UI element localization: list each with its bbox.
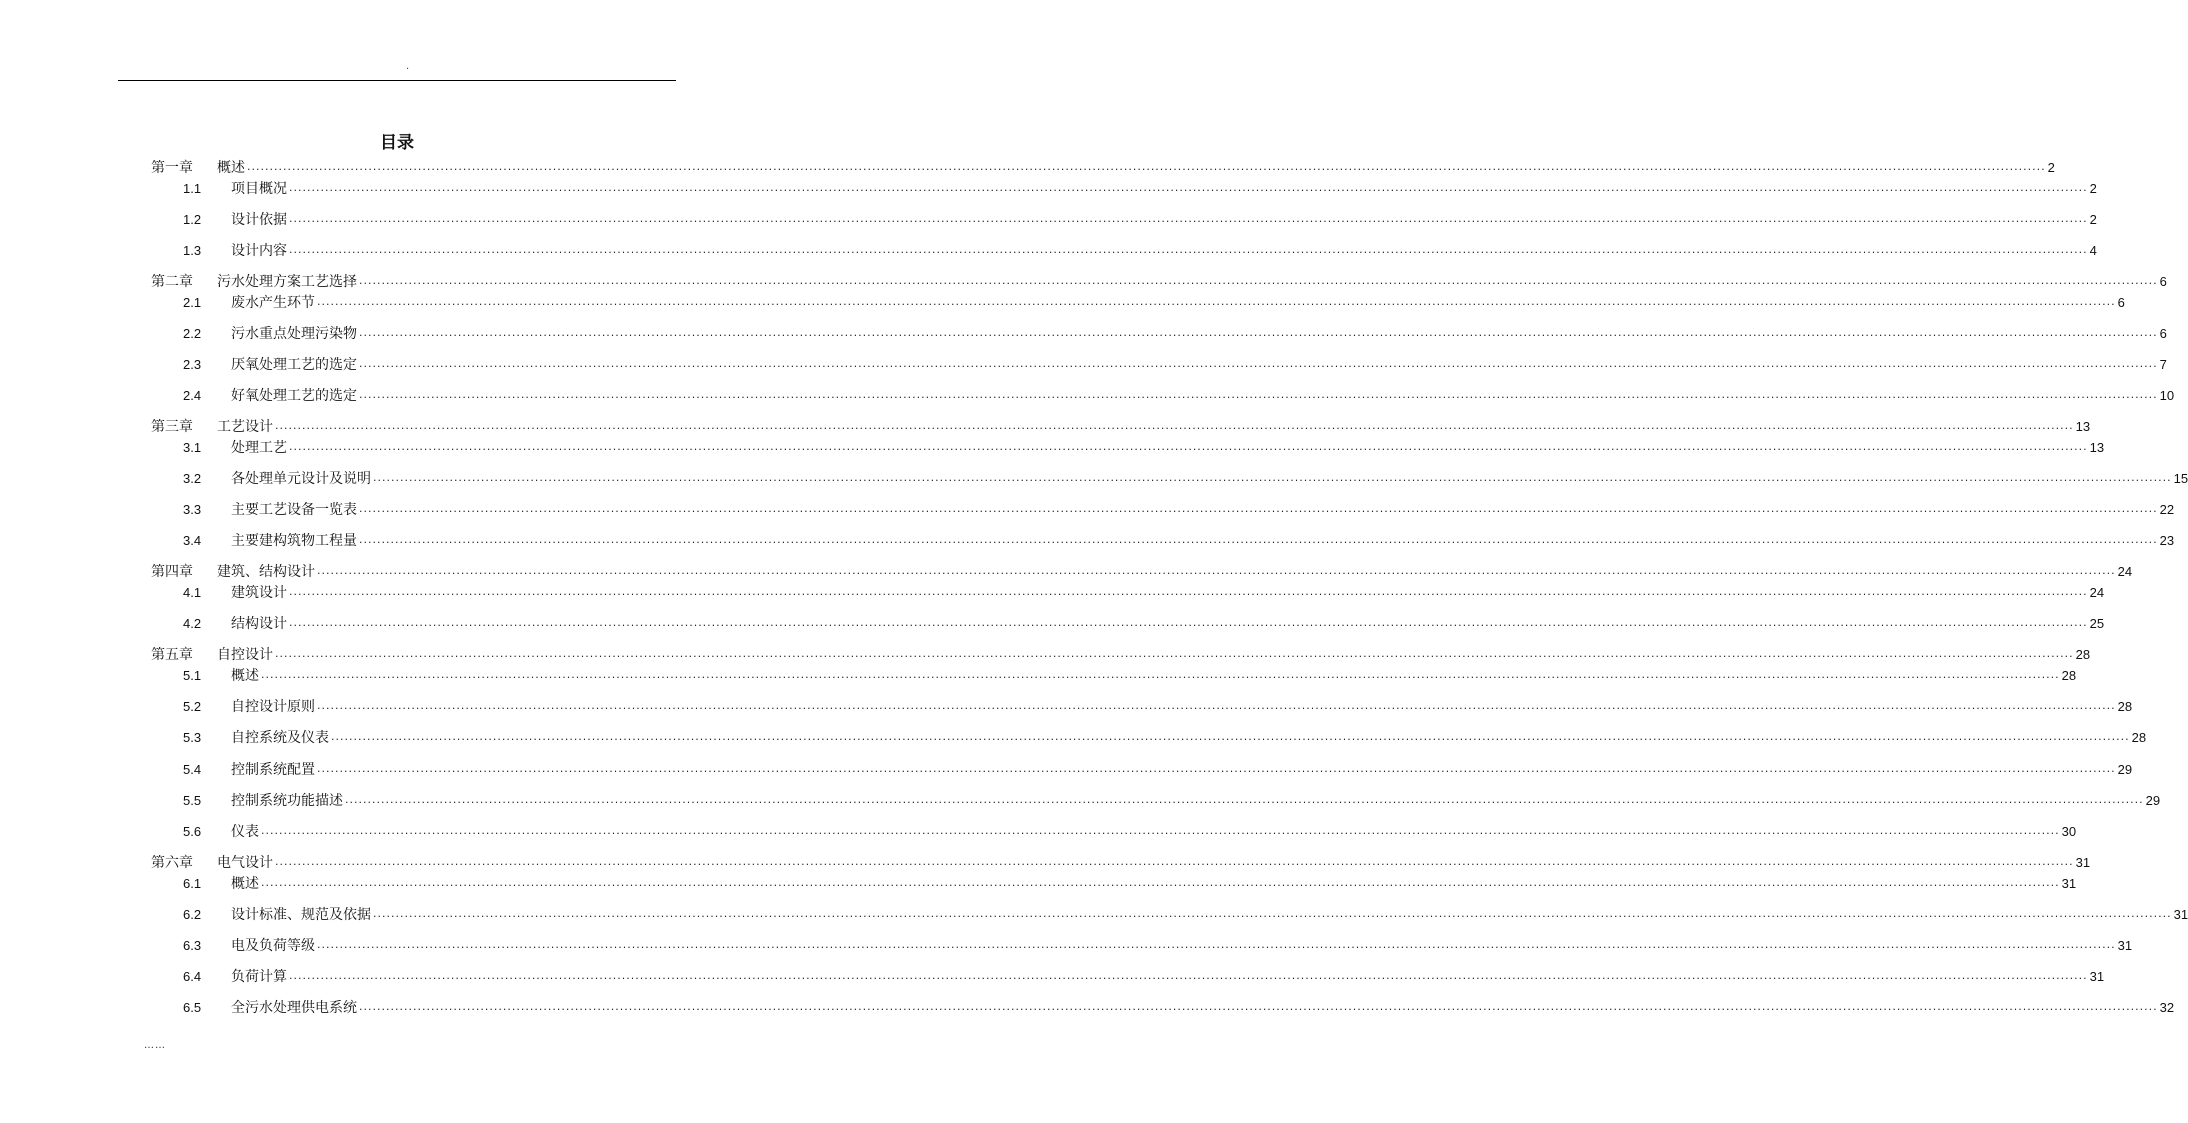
toc-entry-page: 31 xyxy=(2075,855,2091,870)
toc-entry-page: 28 xyxy=(2061,668,2077,683)
toc-dot-leader: ................................................................................................................................................................................................................................................................................................................................................................................................................ xyxy=(289,212,2088,225)
toc-entry-number: 3.1 xyxy=(183,440,202,455)
toc-entry-page: 2 xyxy=(2047,160,2055,175)
toc-section-entry[interactable] xyxy=(183,935,2133,955)
footer-mark: …… xyxy=(144,1040,166,1051)
toc-section-entry[interactable] xyxy=(183,240,2097,260)
toc-entry-number: 2.3 xyxy=(183,357,202,372)
toc-dot-leader: ................................................................................................................................................................................................................................................................................................................................................................................................................ xyxy=(261,668,2060,681)
toc-entry-page: 2 xyxy=(2089,212,2097,227)
toc-entry-number: 2.1 xyxy=(183,295,202,310)
toc-entry-number: 2.2 xyxy=(183,326,202,341)
toc-section-entry[interactable] xyxy=(183,323,2167,343)
toc-section-entry[interactable] xyxy=(183,499,2175,519)
toc-entry-number: 1.1 xyxy=(183,181,202,196)
toc-section-entry[interactable] xyxy=(183,530,2175,550)
toc-entry-label: 工艺设计 xyxy=(217,419,273,435)
toc-dot-leader: ................................................................................................................................................................................................................................................................................................................................................................................................................ xyxy=(261,876,2060,889)
toc-dot-leader: ................................................................................................................................................................................................................................................................................................................................................................................................................ xyxy=(317,564,2116,577)
toc-entry-number: 6.2 xyxy=(183,907,202,922)
toc-dot-leader: ................................................................................................................................................................................................................................................................................................................................................................................................................ xyxy=(359,274,2158,287)
toc-section-entry[interactable] xyxy=(183,178,2097,198)
toc-section-entry[interactable] xyxy=(183,727,2147,747)
toc-entry-page: 24 xyxy=(2089,585,2105,600)
toc-section-entry[interactable] xyxy=(183,613,2105,633)
toc-dot-leader: ................................................................................................................................................................................................................................................................................................................................................................................................................ xyxy=(317,762,2116,775)
toc-entry-label: 好氧处理工艺的选定 xyxy=(231,388,357,404)
toc-chapter-entry[interactable] xyxy=(151,157,2055,177)
toc-entry-page: 4 xyxy=(2089,243,2097,258)
toc-section-entry[interactable] xyxy=(183,665,2077,685)
toc-dot-leader: ................................................................................................................................................................................................................................................................................................................................................................................................................ xyxy=(275,647,2074,660)
header-mark: . xyxy=(406,61,410,72)
toc-entry-page: 28 xyxy=(2131,730,2147,745)
toc-entry-page: 32 xyxy=(2159,1000,2175,1015)
toc-entry-number: 第四章 xyxy=(151,564,193,580)
toc-entry-label: 污水处理方案工艺选择 xyxy=(217,274,357,290)
toc-entry-label: 项目概况 xyxy=(231,181,287,197)
toc-dot-leader: ................................................................................................................................................................................................................................................................................................................................................................................................................ xyxy=(359,388,2158,401)
toc-entry-label: 设计标准、规范及依据 xyxy=(231,907,371,923)
toc-entry-number: 3.2 xyxy=(183,471,202,486)
toc-dot-leader: ................................................................................................................................................................................................................................................................................................................................................................................................................ xyxy=(317,295,2116,308)
toc-entry-label: 主要建构筑物工程量 xyxy=(231,533,357,549)
toc-section-entry[interactable] xyxy=(183,821,2077,841)
toc-entry-number: 3.4 xyxy=(183,533,202,548)
toc-dot-leader: ................................................................................................................................................................................................................................................................................................................................................................................................................ xyxy=(359,357,2158,370)
toc-entry-label: 负荷计算 xyxy=(231,969,287,985)
toc-chapter-entry[interactable] xyxy=(151,271,2167,291)
toc-section-entry[interactable] xyxy=(183,292,2125,312)
toc-section-entry[interactable] xyxy=(183,437,2105,457)
toc-entry-label: 控制系统配置 xyxy=(231,762,315,778)
toc-entry-page: 13 xyxy=(2089,440,2105,455)
toc-entry-label: 概述 xyxy=(231,876,259,892)
toc-section-entry[interactable] xyxy=(183,696,2133,716)
toc-entry-number: 第一章 xyxy=(151,160,193,176)
toc-entry-page: 31 xyxy=(2089,969,2105,984)
toc-entry-number: 5.3 xyxy=(183,730,202,745)
toc-entry-page: 25 xyxy=(2089,616,2105,631)
toc-entry-page: 29 xyxy=(2145,793,2161,808)
toc-chapter-entry[interactable] xyxy=(151,416,2091,436)
toc-dot-leader: ................................................................................................................................................................................................................................................................................................................................................................................................................ xyxy=(275,855,2074,868)
toc-entry-page: 22 xyxy=(2159,502,2175,517)
toc-entry-label: 全污水处理供电系统 xyxy=(231,1000,357,1016)
toc-entry-number: 第六章 xyxy=(151,855,193,871)
toc-entry-label: 污水重点处理污染物 xyxy=(231,326,357,342)
toc-entry-number: 6.5 xyxy=(183,1000,202,1015)
toc-chapter-entry[interactable] xyxy=(151,561,2133,581)
toc-entry-page: 13 xyxy=(2075,419,2091,434)
toc-entry-page: 2 xyxy=(2089,181,2097,196)
toc-entry-label: 电及负荷等级 xyxy=(231,938,315,954)
toc-entry-number: 6.3 xyxy=(183,938,202,953)
toc-entry-number: 1.2 xyxy=(183,212,202,227)
toc-dot-leader: ................................................................................................................................................................................................................................................................................................................................................................................................................ xyxy=(289,585,2088,598)
toc-entry-page: 6 xyxy=(2159,326,2167,341)
toc-section-entry[interactable] xyxy=(183,582,2105,602)
toc-section-entry[interactable] xyxy=(183,759,2133,779)
toc-section-entry[interactable] xyxy=(183,904,2188,924)
toc-entry-number: 5.1 xyxy=(183,668,202,683)
toc-entry-label: 建筑、结构设计 xyxy=(217,564,315,580)
toc-title: 目录 xyxy=(380,133,414,153)
toc-dot-leader: ................................................................................................................................................................................................................................................................................................................................................................................................................ xyxy=(289,969,2088,982)
toc-entry-page: 10 xyxy=(2159,388,2175,403)
toc-entry-label: 自控系统及仪表 xyxy=(231,730,329,746)
toc-entry-page: 31 xyxy=(2061,876,2077,891)
toc-entry-number: 5.4 xyxy=(183,762,202,777)
toc-section-entry[interactable] xyxy=(183,790,2161,810)
toc-entry-label: 仪表 xyxy=(231,824,259,840)
toc-entry-page: 31 xyxy=(2173,907,2188,922)
toc-entry-number: 第五章 xyxy=(151,647,193,663)
toc-dot-leader: ................................................................................................................................................................................................................................................................................................................................................................................................................ xyxy=(373,471,2172,484)
toc-entry-label: 设计内容 xyxy=(231,243,287,259)
toc-entry-number: 5.2 xyxy=(183,699,202,714)
toc-dot-leader: ................................................................................................................................................................................................................................................................................................................................................................................................................ xyxy=(317,699,2116,712)
toc-entry-page: 28 xyxy=(2117,699,2133,714)
toc-entry-number: 6.4 xyxy=(183,969,202,984)
toc-entry-label: 厌氧处理工艺的选定 xyxy=(231,357,357,373)
toc-dot-leader: ................................................................................................................................................................................................................................................................................................................................................................................................................ xyxy=(247,160,2046,173)
toc-chapter-entry[interactable] xyxy=(151,852,2091,872)
toc-entry-page: 6 xyxy=(2117,295,2125,310)
toc-entry-page: 15 xyxy=(2173,471,2188,486)
toc-dot-leader: ................................................................................................................................................................................................................................................................................................................................................................................................................ xyxy=(289,440,2088,453)
toc-dot-leader: ................................................................................................................................................................................................................................................................................................................................................................................................................ xyxy=(317,938,2116,951)
toc-entry-number: 4.2 xyxy=(183,616,202,631)
toc-section-entry[interactable] xyxy=(183,385,2175,405)
toc-entry-number: 1.3 xyxy=(183,243,202,258)
toc-section-entry[interactable] xyxy=(183,354,2167,374)
toc-entry-page: 29 xyxy=(2117,762,2133,777)
toc-entry-number: 5.6 xyxy=(183,824,202,839)
toc-entry-label: 各处理单元设计及说明 xyxy=(231,471,371,487)
toc-entry-number: 2.4 xyxy=(183,388,202,403)
toc-entry-page: 23 xyxy=(2159,533,2175,548)
toc-entry-number: 4.1 xyxy=(183,585,202,600)
toc-entry-label: 设计依据 xyxy=(231,212,287,228)
toc-entry-number: 5.5 xyxy=(183,793,202,808)
toc-dot-leader: ................................................................................................................................................................................................................................................................................................................................................................................................................ xyxy=(373,907,2172,920)
toc-dot-leader: ................................................................................................................................................................................................................................................................................................................................................................................................................ xyxy=(331,730,2130,743)
toc-entry-label: 控制系统功能描述 xyxy=(231,793,343,809)
toc-dot-leader: ................................................................................................................................................................................................................................................................................................................................................................................................................ xyxy=(345,793,2144,806)
toc-section-entry[interactable] xyxy=(183,873,2077,893)
toc-entry-label: 电气设计 xyxy=(217,855,273,871)
toc-entry-number: 第三章 xyxy=(151,419,193,435)
toc-entry-label: 自控设计 xyxy=(217,647,273,663)
toc-entry-page: 24 xyxy=(2117,564,2133,579)
toc-entry-number: 第二章 xyxy=(151,274,193,290)
toc-section-entry[interactable] xyxy=(183,468,2188,488)
toc-entry-label: 自控设计原则 xyxy=(231,699,315,715)
toc-entry-number: 3.3 xyxy=(183,502,202,517)
toc-section-entry[interactable] xyxy=(183,997,2175,1017)
toc-dot-leader: ................................................................................................................................................................................................................................................................................................................................................................................................................ xyxy=(359,502,2158,515)
toc-entry-page: 7 xyxy=(2159,357,2167,372)
toc-entry-label: 概述 xyxy=(231,668,259,684)
toc-entry-label: 主要工艺设备一览表 xyxy=(231,502,357,518)
toc-entry-page: 6 xyxy=(2159,274,2167,289)
toc-chapter-entry[interactable] xyxy=(151,644,2091,664)
toc-dot-leader: ................................................................................................................................................................................................................................................................................................................................................................................................................ xyxy=(289,616,2088,629)
toc-entry-number: 6.1 xyxy=(183,876,202,891)
toc-entry-label: 建筑设计 xyxy=(231,585,287,601)
toc-entry-label: 废水产生环节 xyxy=(231,295,315,311)
toc-dot-leader: ................................................................................................................................................................................................................................................................................................................................................................................................................ xyxy=(275,419,2074,432)
toc-entry-label: 结构设计 xyxy=(231,616,287,632)
toc-dot-leader: ................................................................................................................................................................................................................................................................................................................................................................................................................ xyxy=(359,1000,2158,1013)
toc-dot-leader: ................................................................................................................................................................................................................................................................................................................................................................................................................ xyxy=(289,243,2088,256)
toc-entry-label: 概述 xyxy=(217,160,245,176)
toc-entry-page: 31 xyxy=(2117,938,2133,953)
toc-section-entry[interactable] xyxy=(183,209,2097,229)
toc-dot-leader: ................................................................................................................................................................................................................................................................................................................................................................................................................ xyxy=(359,533,2158,546)
toc-dot-leader: ................................................................................................................................................................................................................................................................................................................................................................................................................ xyxy=(261,824,2060,837)
toc-entry-label: 处理工艺 xyxy=(231,440,287,456)
toc-dot-leader: ................................................................................................................................................................................................................................................................................................................................................................................................................ xyxy=(359,326,2158,339)
toc-entry-page: 30 xyxy=(2061,824,2077,839)
toc-entry-page: 28 xyxy=(2075,647,2091,662)
toc-dot-leader: ................................................................................................................................................................................................................................................................................................................................................................................................................ xyxy=(289,181,2088,194)
toc-section-entry[interactable] xyxy=(183,966,2105,986)
